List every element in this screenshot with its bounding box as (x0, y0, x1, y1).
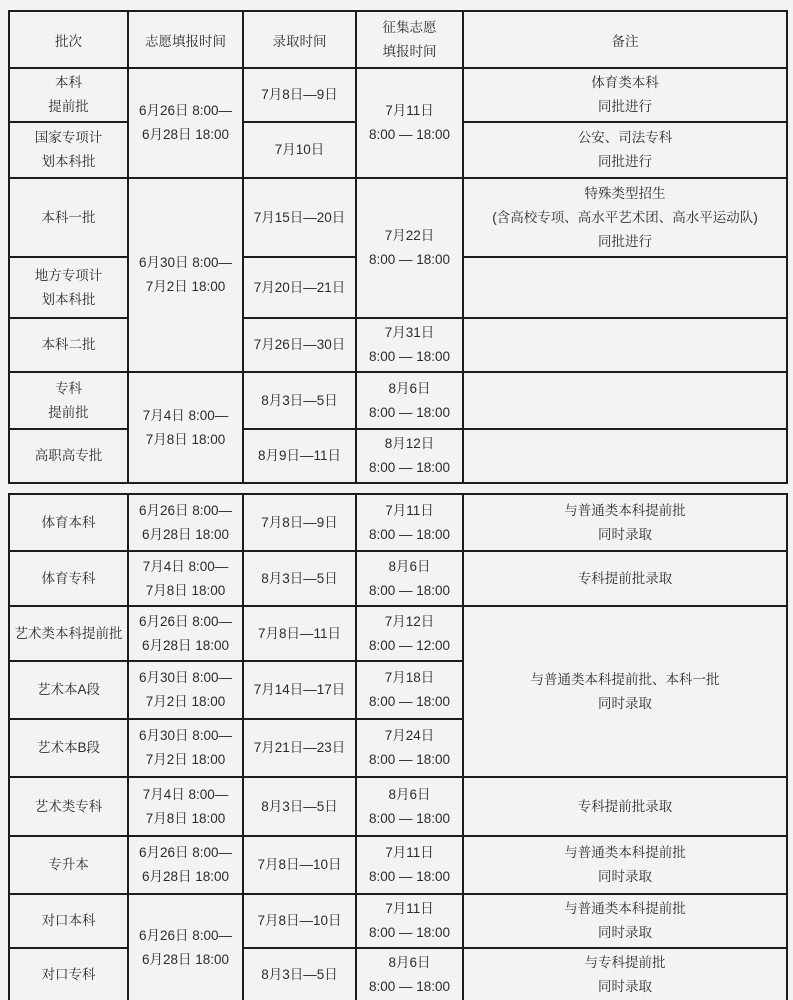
admit-time-cell (243, 68, 356, 122)
cell-line: 7月2日 18:00 (145, 279, 226, 294)
cell-line: 8:00 — 18:00 (368, 252, 451, 267)
fill-time-cell (128, 606, 243, 661)
cell-line: 7月11日 (385, 103, 434, 118)
batch-cell (9, 429, 128, 483)
cell-line: 6月28日 18:00 (141, 637, 230, 653)
cell-line: 7月8日 18:00 (145, 810, 226, 826)
cell-line: 本科一批 (41, 209, 96, 225)
batch-cell (9, 257, 128, 318)
collect-time-cell (356, 372, 463, 429)
cell-line: 8:00 — 18:00 (368, 810, 451, 826)
fill-time-cell (128, 836, 243, 894)
admit-time-cell (243, 494, 356, 551)
fill-time-cell (128, 178, 243, 372)
cell-line: 7月11日 (385, 502, 434, 518)
schedule-table-general (8, 10, 788, 484)
cell-line: 专科提前批录取 (577, 798, 673, 814)
remark-cell (463, 122, 787, 178)
cell-line: 艺术类专科 (34, 798, 103, 814)
remark-cell (463, 894, 787, 948)
batch-cell (9, 178, 128, 257)
cell-line: 8:00 — 18:00 (368, 979, 451, 994)
cell-line: 6月26日 8:00— (138, 928, 233, 943)
batch-cell (9, 719, 128, 777)
cell-line: 体育类本科 (591, 75, 659, 90)
header-remark: 备注 (463, 11, 787, 68)
cell-line: 同时录取 (598, 979, 652, 994)
admit-time-cell (243, 257, 356, 318)
collect-time-cell (356, 178, 463, 318)
cell-line: 8月6日 (388, 380, 431, 396)
header-batch: 批次 (9, 11, 128, 68)
table-row (9, 68, 787, 122)
table-row (9, 429, 787, 483)
cell-line: 专科提前批录取 (577, 570, 673, 586)
cell-line: 6月28日 18:00 (141, 952, 230, 967)
cell-line: 7月26日—30日 (253, 337, 346, 352)
batch-cell (9, 318, 128, 372)
cell-line: 高职高专批 (34, 448, 103, 463)
table-row (9, 318, 787, 372)
fill-time-cell (128, 551, 243, 606)
remark-cell (463, 372, 787, 429)
cell-line: 7月8日 18:00 (145, 431, 226, 447)
cell-line: 提前批 (48, 99, 89, 114)
cell-line: 艺术类本科提前批 (14, 625, 123, 641)
cell-line: 7月4日 8:00— (142, 786, 229, 802)
remark-cell (463, 948, 787, 1000)
cell-line: 提前批 (48, 404, 89, 420)
collect-time-cell (356, 494, 463, 551)
remark-cell (463, 178, 787, 257)
batch-cell (9, 551, 128, 606)
cell-line: 与专科提前批 (584, 955, 666, 970)
cell-line: 体育专科 (41, 570, 96, 586)
cell-line: 7月8日—9日 (261, 514, 338, 530)
cell-line: 与普通类本科提前批 (564, 845, 686, 860)
fill-time-cell (128, 661, 243, 719)
batch-cell (9, 122, 128, 178)
remark-cell (463, 68, 787, 122)
collect-time-cell (356, 606, 463, 661)
cell-line: 7月8日 18:00 (145, 582, 226, 598)
remark-cell (463, 777, 787, 836)
cell-line: 7月8日—11日 (257, 625, 342, 641)
cell-line: 8:00 — 18:00 (368, 127, 451, 142)
cell-line: 艺术本A段 (36, 682, 100, 697)
remark-cell (463, 318, 787, 372)
remark-cell (463, 429, 787, 483)
table-row (9, 836, 787, 894)
cell-line: 本科 (55, 75, 82, 90)
batch-cell (9, 372, 128, 429)
fill-time-cell (128, 372, 243, 483)
admit-time-cell (243, 429, 356, 483)
batch-cell (9, 661, 128, 719)
cell-line: 7月31日 (384, 325, 435, 340)
cell-line: 征集志愿 (382, 19, 437, 35)
cell-line: 8月6日 (388, 558, 431, 574)
remark-cell (463, 606, 787, 777)
batch-cell (9, 606, 128, 661)
batch-cell (9, 836, 128, 894)
admit-time-cell (243, 894, 356, 948)
cell-line: 8:00 — 18:00 (368, 526, 451, 542)
batch-cell (9, 494, 128, 551)
cell-line: 7月11日 (385, 845, 434, 860)
cell-line: 6月30日 8:00— (138, 670, 233, 685)
table-gap (8, 484, 786, 493)
cell-line: 体育本科 (41, 514, 96, 530)
admit-time-cell (243, 178, 356, 257)
cell-line: 艺术本B段 (36, 740, 100, 755)
fill-time-cell (128, 68, 243, 178)
admit-time-cell (243, 661, 356, 719)
cell-line: 8:00 — 18:00 (368, 404, 451, 420)
cell-line: 6月26日 8:00— (138, 613, 233, 629)
table-row (9, 606, 787, 661)
cell-line: 填报时间 (382, 43, 437, 59)
batch-cell (9, 68, 128, 122)
collect-time-cell (356, 836, 463, 894)
cell-line: 划本科批 (41, 154, 96, 169)
cell-line: 6月26日 8:00— (138, 103, 233, 118)
cell-line: 专科 (55, 380, 82, 396)
header-fill-time: 志愿填报时间 (128, 11, 243, 68)
remark-cell (463, 494, 787, 551)
table-row (9, 777, 787, 836)
header-collect-time (356, 11, 463, 68)
table-row (9, 178, 787, 257)
admit-time-cell (243, 948, 356, 1000)
collect-time-cell (356, 661, 463, 719)
cell-line: 6月28日 18:00 (141, 526, 230, 542)
fill-time-cell (128, 494, 243, 551)
remark-cell (463, 836, 787, 894)
admit-time-cell (243, 551, 356, 606)
cell-line: 同批进行 (598, 99, 652, 114)
cell-line: 7月2日 18:00 (145, 752, 226, 767)
cell-line: 国家专项计 (34, 130, 103, 145)
admit-time-cell (243, 372, 356, 429)
collect-time-cell (356, 429, 463, 483)
header-admit-time: 录取时间 (243, 11, 356, 68)
cell-line: 7月10日 (274, 142, 325, 157)
admit-time-cell (243, 606, 356, 661)
cell-line: 特殊类型招生 (584, 185, 666, 201)
cell-line: 对口专科 (41, 967, 96, 982)
admit-time-cell (243, 719, 356, 777)
cell-line: 7月4日 8:00— (142, 407, 229, 423)
remark-cell (463, 257, 787, 318)
collect-time-cell (356, 68, 463, 178)
collect-time-cell (356, 777, 463, 836)
collect-time-cell (356, 551, 463, 606)
cell-line: 8:00 — 18:00 (368, 925, 451, 940)
cell-line: 同批进行 (598, 233, 652, 249)
admit-time-cell (243, 836, 356, 894)
cell-line: 同时录取 (598, 925, 652, 940)
admit-time-cell (243, 122, 356, 178)
cell-line: 与普通类本科提前批 (564, 502, 686, 518)
cell-line: 6月28日 18:00 (141, 127, 230, 142)
cell-line: 8:00 — 18:00 (368, 752, 451, 767)
fill-time-cell (128, 719, 243, 777)
cell-line: 8月3日—5日 (261, 570, 338, 586)
table-row (9, 494, 787, 551)
cell-line: 8月6日 (388, 786, 431, 802)
cell-line: 8:00 — 18:00 (368, 582, 451, 598)
cell-line: 8月3日—5日 (261, 798, 338, 814)
cell-line: 8:00 — 18:00 (368, 460, 451, 475)
cell-line: 与普通类本科提前批、本科一批 (530, 671, 720, 687)
fill-time-cell (128, 777, 243, 836)
cell-line: 6月30日 8:00— (138, 255, 233, 270)
batch-cell (9, 948, 128, 1000)
collect-time-cell (356, 894, 463, 948)
cell-line: 本科二批 (41, 337, 96, 352)
cell-line: 7月11日 (385, 901, 434, 916)
batch-cell (9, 777, 128, 836)
remark-cell (463, 551, 787, 606)
cell-line: 8月9日—11日 (257, 448, 342, 463)
cell-line: 公安、司法专科 (577, 130, 673, 145)
cell-line: 8:00 — 18:00 (368, 694, 451, 709)
cell-line: 8月3日—5日 (261, 967, 338, 982)
admit-time-cell (243, 318, 356, 372)
cell-line: 7月20日—21日 (253, 279, 346, 295)
cell-line: 7月4日 8:00— (142, 558, 229, 574)
cell-line: 7月24日 (384, 728, 435, 743)
cell-line: 6月30日 8:00— (138, 728, 233, 743)
cell-line: 6月26日 8:00— (138, 845, 233, 860)
cell-line: 7月14日—17日 (253, 682, 346, 697)
table-row (9, 894, 787, 948)
cell-line: 6月28日 18:00 (141, 869, 230, 884)
cell-line: 8月12日 (384, 436, 435, 451)
cell-line: 同时录取 (598, 526, 652, 542)
cell-line: 7月8日—10日 (257, 857, 342, 872)
cell-line: 同时录取 (598, 869, 652, 884)
cell-line: 7月12日 (384, 613, 435, 629)
schedule-table-special (8, 493, 788, 1000)
cell-line: 7月18日 (384, 670, 435, 685)
cell-line: 8月6日 (388, 955, 431, 970)
cell-line: 对口本科 (41, 913, 96, 928)
cell-line: 7月15日—20日 (253, 209, 346, 225)
cell-line: 7月2日 18:00 (145, 694, 226, 709)
cell-line: 同时录取 (598, 695, 652, 711)
collect-time-cell (356, 318, 463, 372)
header-row (9, 11, 787, 68)
batch-cell (9, 894, 128, 948)
cell-line: 8:00 — 12:00 (368, 637, 451, 653)
collect-time-cell (356, 948, 463, 1000)
collect-time-cell (356, 719, 463, 777)
cell-line: 专升本 (48, 857, 89, 872)
fill-time-cell (128, 894, 243, 1000)
table-row (9, 948, 787, 1000)
table-row (9, 372, 787, 429)
admit-time-cell (243, 777, 356, 836)
cell-line: 划本科批 (41, 291, 96, 307)
cell-line: 与普通类本科提前批 (564, 901, 686, 916)
cell-line: 7月22日 (384, 228, 435, 243)
cell-line: 8:00 — 18:00 (368, 869, 451, 884)
cell-line: 8月3日—5日 (261, 392, 338, 408)
cell-line: 7月8日—9日 (261, 87, 338, 102)
cell-line: 7月21日—23日 (253, 740, 346, 755)
cell-line: 同批进行 (598, 154, 652, 169)
cell-line: 地方专项计 (34, 267, 103, 283)
cell-line: (含高校专项、高水平艺术团、高水平运动队) (492, 209, 758, 225)
table-row (9, 551, 787, 606)
cell-line: 6月26日 8:00— (138, 502, 233, 518)
cell-line: 7月8日—10日 (257, 913, 342, 928)
cell-line: 8:00 — 18:00 (368, 349, 451, 364)
